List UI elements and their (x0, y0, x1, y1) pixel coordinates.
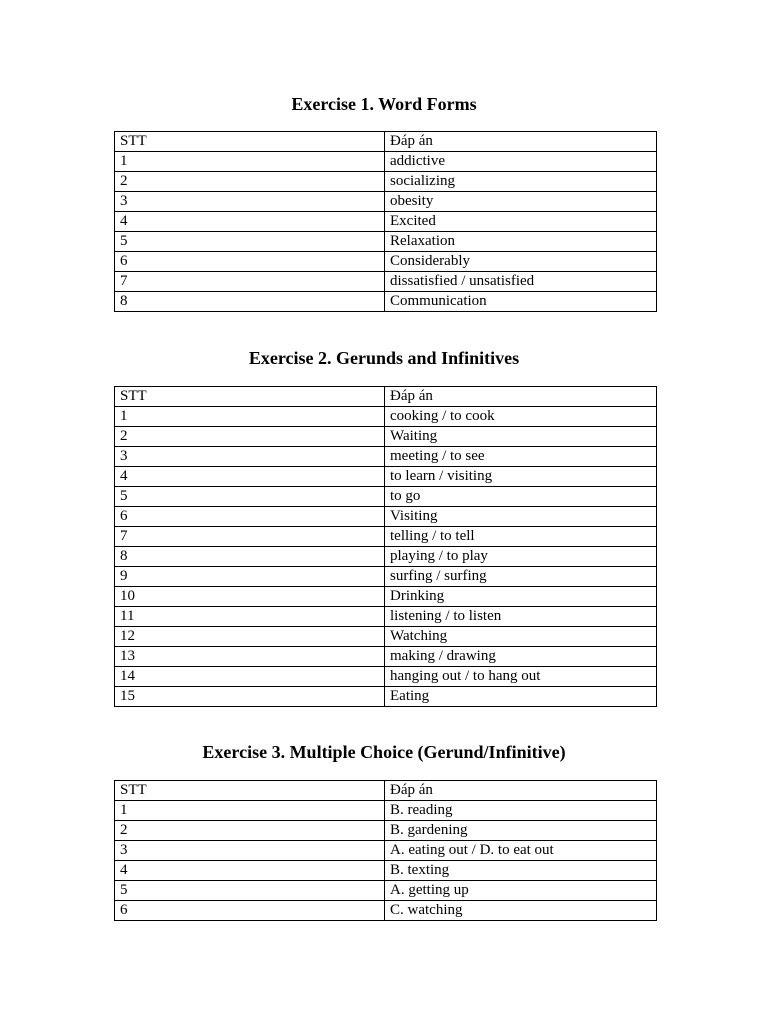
row-number-cell: 9 (115, 567, 385, 587)
table-row (115, 567, 657, 587)
answer-cell: telling / to tell (385, 527, 657, 547)
answer-cell: dissatisfied / unsatisfied (385, 272, 657, 292)
row-number-cell: 2 (115, 172, 385, 192)
answer-cell: surfing / surfing (385, 567, 657, 587)
table-row (115, 487, 657, 507)
answer-cell: socializing (385, 172, 657, 192)
exercise-3-answer-table (114, 780, 657, 921)
table-row (115, 212, 657, 232)
answer-cell: Visiting (385, 507, 657, 527)
table-header-row (115, 387, 657, 407)
answer-cell: B. texting (385, 861, 657, 881)
table-row (115, 172, 657, 192)
answer-cell: addictive (385, 152, 657, 172)
answer-cell: Waiting (385, 427, 657, 447)
row-number-cell: 6 (115, 252, 385, 272)
table-row (115, 427, 657, 447)
exercise-2-answer-table (114, 386, 657, 707)
answer-cell: hanging out / to hang out (385, 667, 657, 687)
answer-cell: Communication (385, 292, 657, 312)
row-number-cell: 3 (115, 192, 385, 212)
column-header-answer: Đáp án (385, 132, 657, 152)
table-row (115, 467, 657, 487)
row-number-cell: 2 (115, 427, 385, 447)
row-number-cell: 8 (115, 292, 385, 312)
row-number-cell: 1 (115, 407, 385, 427)
answer-cell: C. watching (385, 901, 657, 921)
table-row (115, 841, 657, 861)
column-header-stt: STT (115, 387, 385, 407)
table-row (115, 901, 657, 921)
table-header-row (115, 132, 657, 152)
table-row (115, 547, 657, 567)
row-number-cell: 6 (115, 507, 385, 527)
table-row (115, 527, 657, 547)
row-number-cell: 4 (115, 212, 385, 232)
answer-cell: obesity (385, 192, 657, 212)
answer-cell: to go (385, 487, 657, 507)
answer-cell: making / drawing (385, 647, 657, 667)
table-row (115, 881, 657, 901)
answer-cell: Considerably (385, 252, 657, 272)
row-number-cell: 7 (115, 272, 385, 292)
table-row (115, 292, 657, 312)
row-number-cell: 15 (115, 687, 385, 707)
row-number-cell: 3 (115, 447, 385, 467)
answer-cell: Excited (385, 212, 657, 232)
table-row (115, 627, 657, 647)
table-row (115, 272, 657, 292)
table-row (115, 667, 657, 687)
row-number-cell: 11 (115, 607, 385, 627)
answer-cell: Drinking (385, 587, 657, 607)
answer-cell: cooking / to cook (385, 407, 657, 427)
row-number-cell: 4 (115, 861, 385, 881)
table-row (115, 507, 657, 527)
table-row (115, 407, 657, 427)
table-row (115, 801, 657, 821)
table-row (115, 152, 657, 172)
answer-cell: B. reading (385, 801, 657, 821)
column-header-stt: STT (115, 781, 385, 801)
table-row (115, 647, 657, 667)
table-row (115, 587, 657, 607)
row-number-cell: 5 (115, 881, 385, 901)
exercise-1-title: Exercise 1. Word Forms (291, 94, 477, 114)
row-number-cell: 10 (115, 587, 385, 607)
column-header-answer: Đáp án (385, 781, 657, 801)
table-row (115, 607, 657, 627)
table-row (115, 252, 657, 272)
table-row (115, 232, 657, 252)
row-number-cell: 8 (115, 547, 385, 567)
answer-cell: to learn / visiting (385, 467, 657, 487)
answer-cell: playing / to play (385, 547, 657, 567)
row-number-cell: 13 (115, 647, 385, 667)
table-row (115, 192, 657, 212)
row-number-cell: 14 (115, 667, 385, 687)
row-number-cell: 7 (115, 527, 385, 547)
table-row (115, 861, 657, 881)
answer-cell: A. eating out / D. to eat out (385, 841, 657, 861)
answer-cell: listening / to listen (385, 607, 657, 627)
answer-cell: Eating (385, 687, 657, 707)
table-row (115, 447, 657, 467)
row-number-cell: 3 (115, 841, 385, 861)
answer-cell: B. gardening (385, 821, 657, 841)
table-row (115, 687, 657, 707)
row-number-cell: 6 (115, 901, 385, 921)
column-header-answer: Đáp án (385, 387, 657, 407)
row-number-cell: 2 (115, 821, 385, 841)
exercise-3-title: Exercise 3. Multiple Choice (Gerund/Infinitive) (202, 742, 566, 762)
row-number-cell: 4 (115, 467, 385, 487)
row-number-cell: 1 (115, 801, 385, 821)
exercise-1-answer-table (114, 131, 657, 312)
answer-cell: A. getting up (385, 881, 657, 901)
row-number-cell: 5 (115, 232, 385, 252)
answer-cell: Watching (385, 627, 657, 647)
row-number-cell: 5 (115, 487, 385, 507)
answer-cell: Relaxation (385, 232, 657, 252)
table-row (115, 821, 657, 841)
column-header-stt: STT (115, 132, 385, 152)
row-number-cell: 12 (115, 627, 385, 647)
table-header-row (115, 781, 657, 801)
answer-cell: meeting / to see (385, 447, 657, 467)
row-number-cell: 1 (115, 152, 385, 172)
exercise-2-title: Exercise 2. Gerunds and Infinitives (248, 348, 520, 368)
